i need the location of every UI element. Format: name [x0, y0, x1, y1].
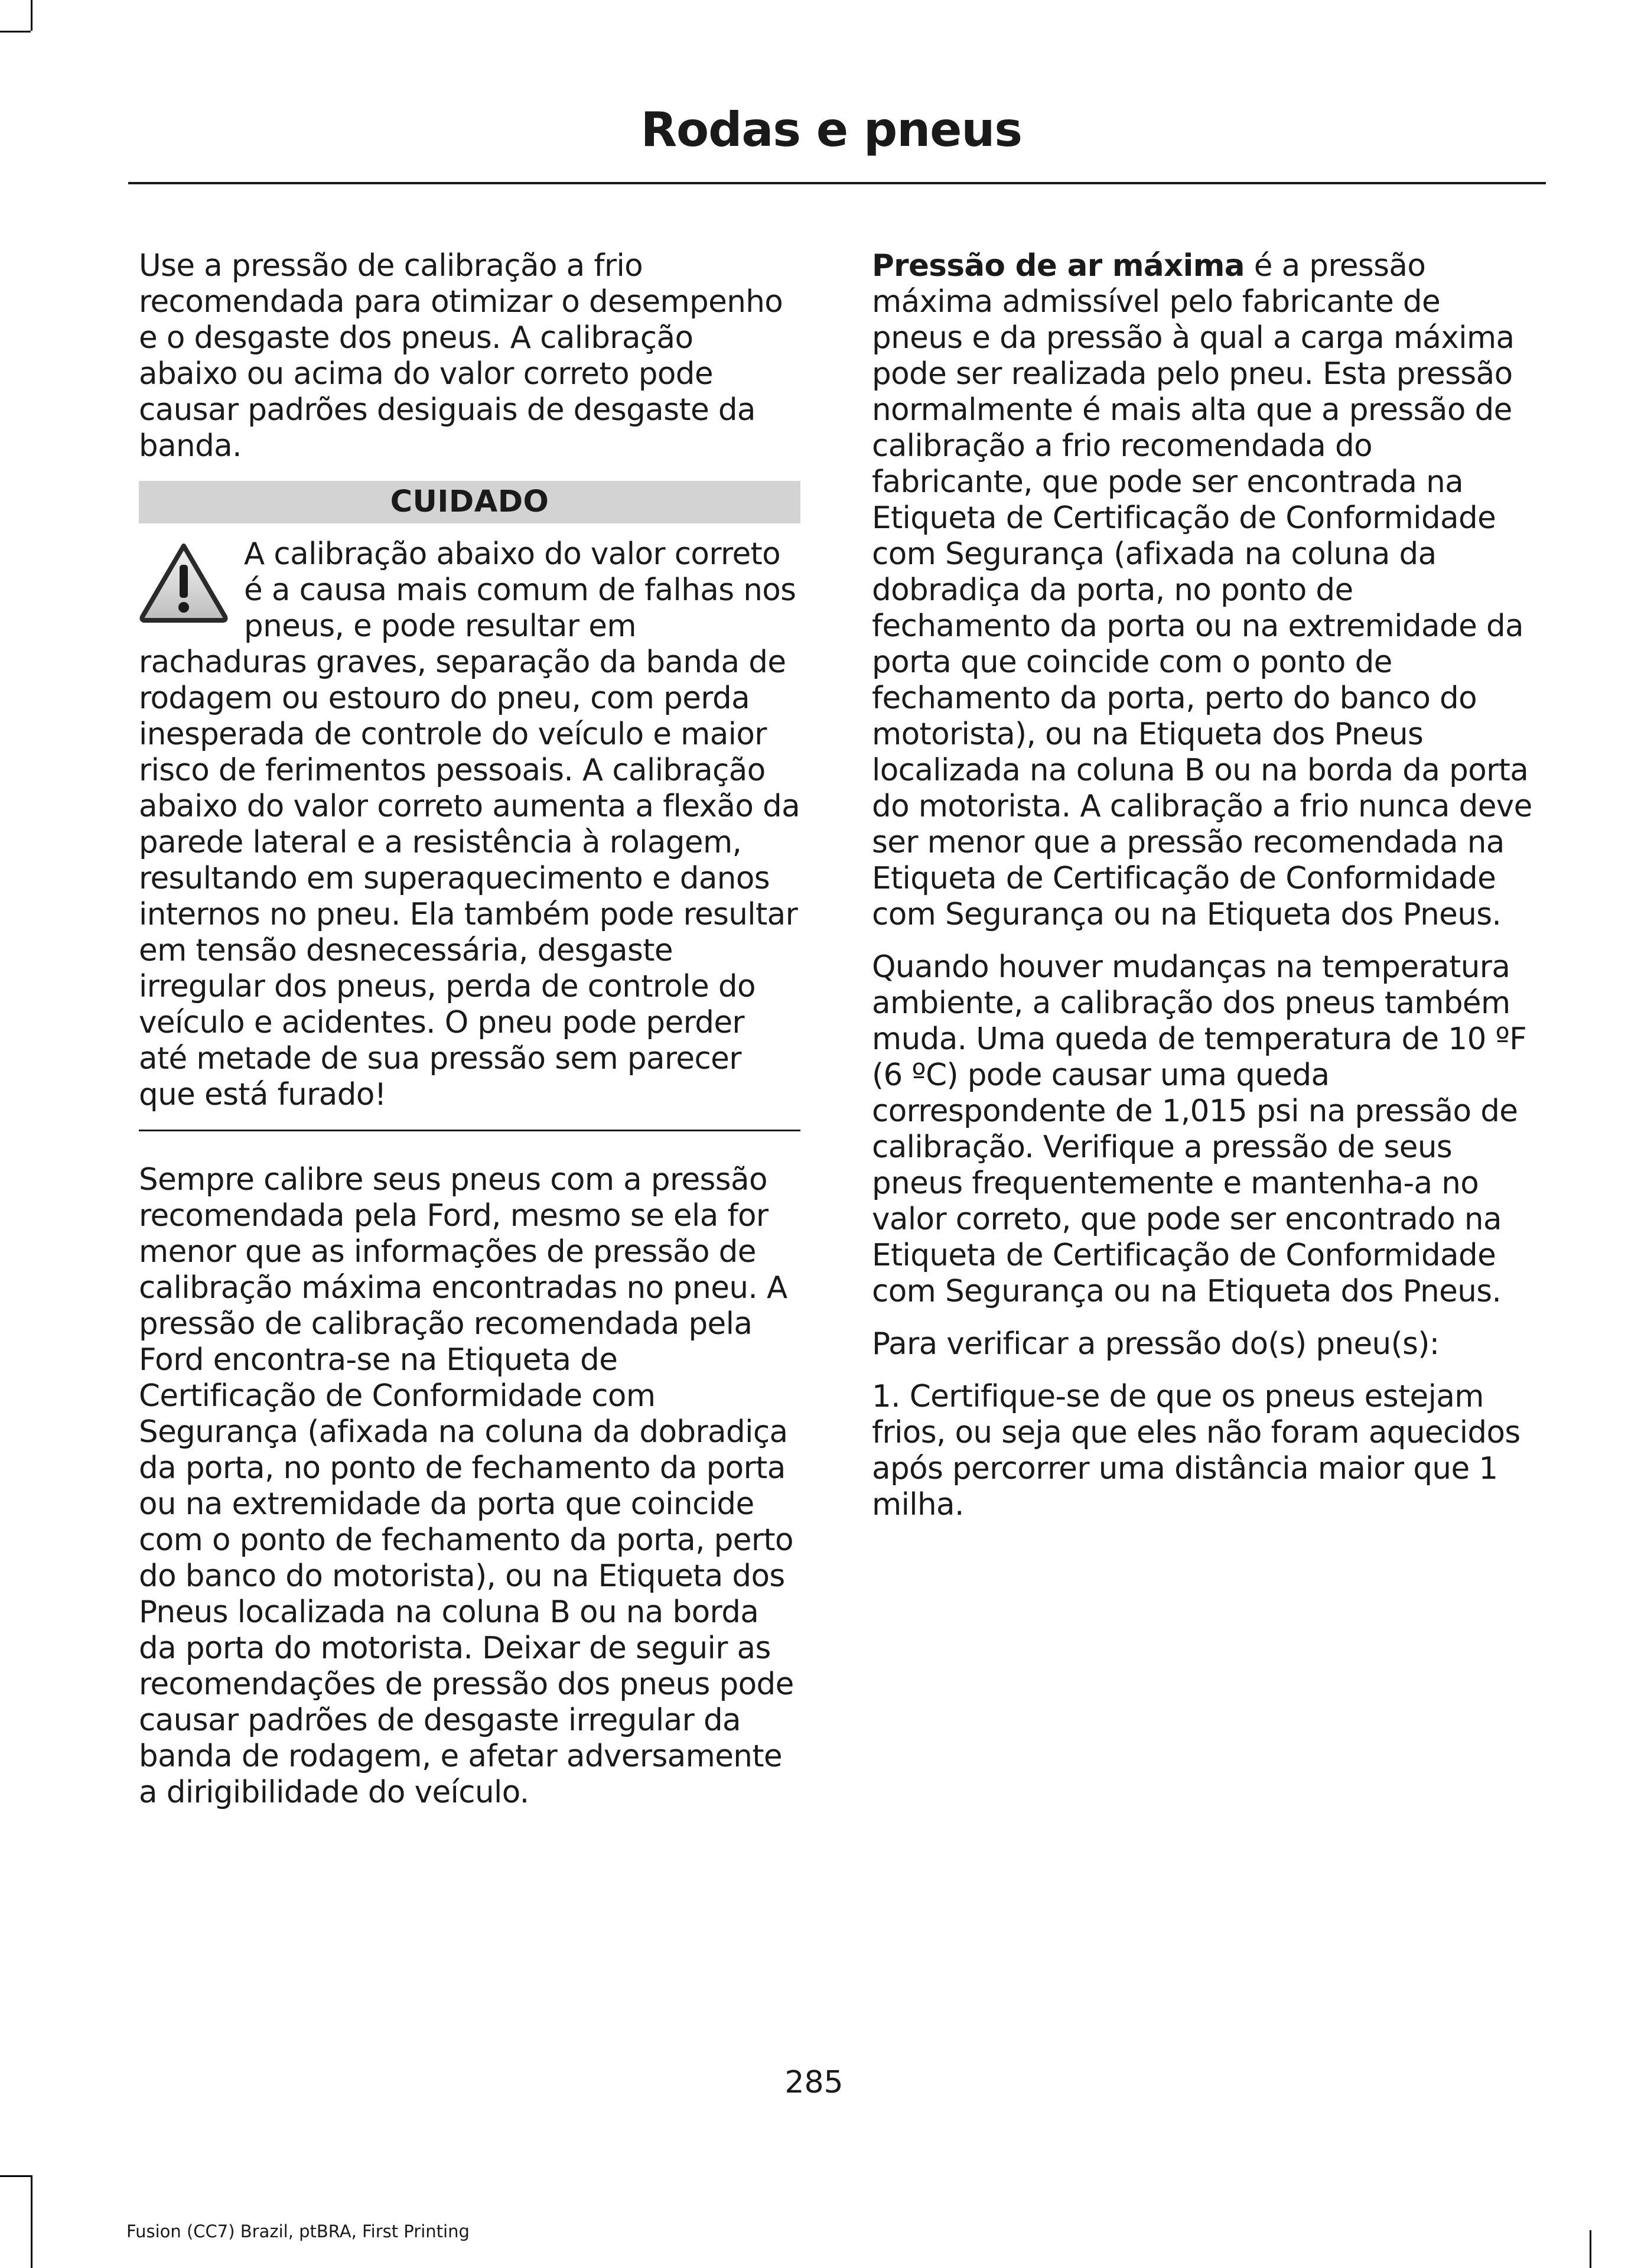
temperature-paragraph: Quando houver mudanças na temperatura ambiente, a calibração dos pneus também muda. Uma queda de temperatura de 10 ºF (6 ºC) pode causar uma queda correspondente de 1,015 psi na pressão de calibração. Verifique a pressão de seus pneus frequentemente e mantenha-a no valor correto, que pode ser encontrado na Etiqueta de Certificação de Conformidade com Segurança ou na Etiqueta dos Pneus.: [872, 949, 1527, 1309]
crop-mark-bottom-right-vertical: [1590, 2230, 1591, 2268]
caution-end-divider: [139, 1130, 800, 1131]
check-intro: Para verificar a pressão do(s) pneu(s):: [872, 1326, 1440, 1362]
recommendation-paragraph: Sempre calibre seus pneus com a pressão recomendada pela Ford, mesmo se ela for menor que as informações de pressão de calibração máxima encontradas no pneu. A pressão de calibração recomendada pela Ford encontra-se na Etiqueta de Certificação de Conformidade com Segurança (afixada na coluna da dobradiça da porta, no ponto de fechamento da porta ou na extremidade da porta que coincide com o ponto de fechamento da porta, perto do banco do motorista), ou na Etiqueta dos Pneus localizada na coluna B ou na borda da porta do motorista. Deixar de seguir as recomendações de pressão dos pneus pode causar padrões de desgaste irregular da banda de rodagem, e afetar adversamente a dirigibilidade do veículo.: [139, 1162, 794, 1810]
crop-mark-top-left-horizontal: [0, 31, 31, 32]
caution-text: A calibração abaixo do valor correto é a causa mais comum de falhas nos pneus, e pode resultar em rachaduras graves, separação da banda de rodagem ou estouro do pneu, com perda inesperada de controle do veículo e maior risco de ferimentos pessoais. A calibração abaixo do valor correto aumenta a flexão da parede lateral e a resistência à rolagem, resultando em superaquecimento e danos internos no pneu. Ela também pode resultar em tensão desnecessária, desgaste irregular dos pneus, perda de controle do veículo e acidentes. O pneu pode perder até metade de sua pressão sem parecer que está furado!: [139, 536, 800, 1112]
page-number: 285: [784, 2065, 844, 2100]
max-pressure-term: Pressão de ar máxima: [872, 248, 1245, 284]
crop-mark-bottom-left-horizontal: [0, 2175, 31, 2177]
right-column: [872, 248, 1533, 1540]
warning-triangle-icon: [139, 541, 229, 624]
intro-paragraph: Use a pressão de calibração a frio recomendada para otimizar o desempenho e o desgaste dos pneus. A calibração abaixo ou acima do valor correto pode causar padrões desiguais de desgaste da banda.: [139, 248, 783, 464]
caution-box: [139, 536, 800, 1113]
max-pressure-text: é a pressão máxima admissível pelo fabricante de pneus e da pressão à qual a carga máxima pode ser realizada pelo pneu. Esta pressão normalmente é mais alta que a pressão de calibração a frio recomendada do fabricante, que pode ser encontrada na Etiqueta de Certificação de Conformidade com Segurança (afixada na coluna da dobradiça da porta, no ponto de fechamento da porta ou na extremidade da porta que coincide com o ponto de fechamento da porta, perto do banco do motorista), ou na Etiqueta dos Pneus localizada na coluna B ou na borda da porta do motorista. A calibração a frio nunca deve ser menor que a pressão recomendada na Etiqueta de Certificação de Conformidade com Segurança ou na Etiqueta dos Pneus.: [872, 248, 1532, 932]
step-1: 1. Certifique-se de que os pneus estejam frios, ou seja que eles não foram aquecidos após percorrer uma distância maior que 1 milha.: [872, 1379, 1520, 1522]
crop-mark-bottom-left-vertical: [31, 2175, 32, 2268]
page-title: Rodas e pneus: [640, 102, 1022, 157]
max-pressure-paragraph: [872, 248, 1533, 933]
printing-info: Fusion (CC7) Brazil, ptBRA, First Printing: [126, 2221, 470, 2241]
title-divider: [128, 182, 1546, 184]
left-column: [139, 248, 800, 1827]
crop-mark-top-left-vertical: [31, 0, 32, 31]
caution-heading: CUIDADO: [139, 481, 800, 523]
